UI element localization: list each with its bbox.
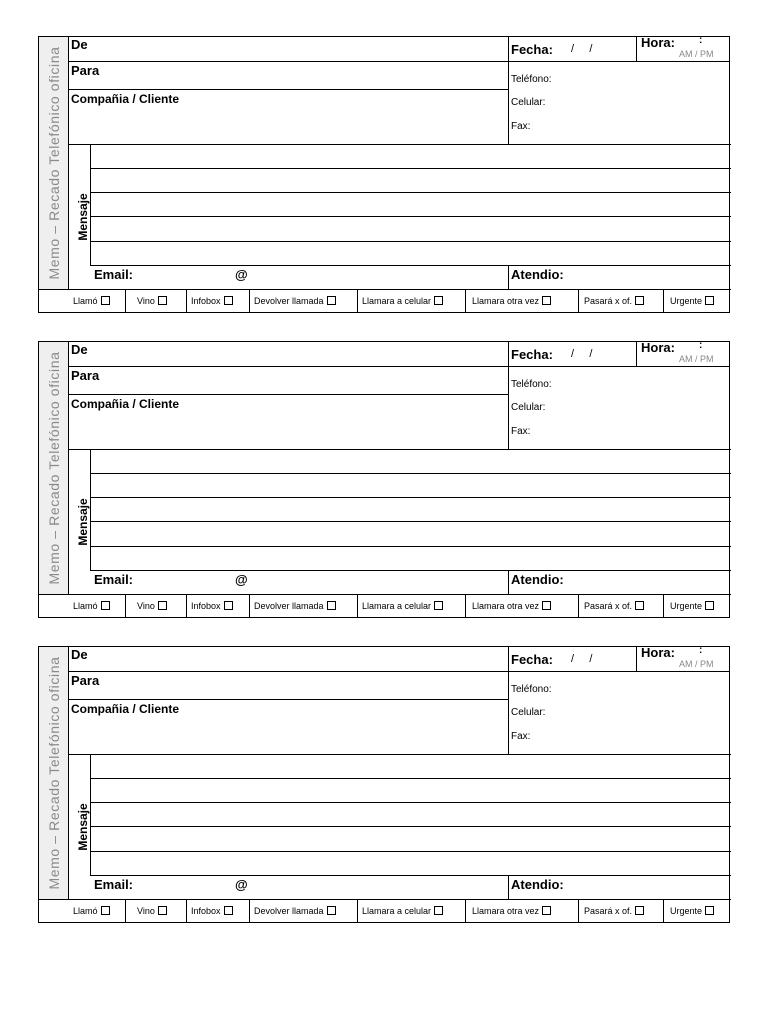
para-line [69,699,509,700]
atendio-divider [508,875,509,899]
checkbox-box[interactable] [327,906,336,915]
message-line-3 [90,521,731,522]
checkbox-llamara-celular[interactable] [362,601,443,611]
checkbox-box[interactable] [158,296,167,305]
checkbox-box[interactable] [434,906,443,915]
checkbox-box[interactable] [327,601,336,610]
checkbox-infobox-label: Infobox [191,601,221,611]
message-line-5 [90,875,731,876]
checkbox-urgente-label: Urgente [670,601,703,611]
checkbox-infobox[interactable] [191,296,233,306]
option-divider [578,290,579,313]
message-line-3 [90,826,731,827]
mensaje-divider [90,754,91,876]
checkbox-box[interactable] [101,906,110,915]
right-column-divider [508,37,509,145]
email-label: Email: [94,877,134,892]
memo-side-banner [39,37,69,290]
checkbox-llamo[interactable] [73,296,110,306]
checkbox-urgente[interactable] [670,906,714,916]
hora-label: Hora: [641,340,675,355]
checkbox-box[interactable] [224,296,233,305]
message-line-5 [90,265,731,266]
hora-divider [636,647,637,672]
memo-side-title: Memo – Recado Telefónico oficina [46,656,62,890]
para-line [69,89,509,90]
fecha-label: Fecha: [511,652,553,667]
hora-colon: : [699,645,703,656]
checkbox-vino[interactable] [137,296,167,306]
hora-colon: : [699,35,703,46]
option-divider [186,595,187,618]
fecha-slashes: / / [571,43,593,55]
header-bottom-line [69,754,731,755]
fecha-slashes: / / [571,653,593,665]
message-line-5 [90,570,731,571]
para-label: Para [71,63,100,78]
checkbox-pasara-x-of-label: Pasará x of. [584,601,633,611]
checkbox-pasara-x-of-label: Pasará x of. [584,906,633,916]
checkbox-llamara-otra-vez-label: Llamara otra vez [472,296,540,306]
message-line-1 [90,168,731,169]
option-divider [465,595,466,618]
checkbox-devolver-llamada[interactable] [254,906,336,916]
de-label: De [71,342,88,357]
checkbox-pasara-x-of[interactable] [584,906,644,916]
message-line-4 [90,241,731,242]
message-line-2 [90,497,731,498]
atendio-divider [508,265,509,289]
option-divider [249,595,250,618]
checkbox-box[interactable] [158,906,167,915]
option-divider [465,900,466,923]
fax-label: Fax: [511,121,531,132]
message-line-4 [90,851,731,852]
para-line [69,394,509,395]
at-sign: @ [235,877,248,892]
mensaje-label: Mensaje [76,498,90,546]
checkbox-box[interactable] [101,601,110,610]
checkbox-vino[interactable] [137,906,167,916]
checkbox-infobox-label: Infobox [191,906,221,916]
fax-label: Fax: [511,426,531,437]
checkbox-box[interactable] [434,601,443,610]
checkbox-llamo[interactable] [73,601,110,611]
mensaje-divider [90,144,91,266]
compania-label: Compañia / Cliente [71,397,180,411]
option-divider [186,290,187,313]
mensaje-label: Mensaje [76,803,90,851]
checkbox-llamara-otra-vez-label: Llamara otra vez [472,601,540,611]
checkbox-llamara-celular-label: Llamara a celular [362,906,432,916]
right-column-divider [508,647,509,755]
checkbox-llamara-celular-label: Llamara a celular [362,601,432,611]
checkbox-llamara-celular[interactable] [362,296,443,306]
options-top-line [39,594,731,595]
option-divider [186,900,187,923]
fax-label: Fax: [511,731,531,742]
hora-colon: : [699,340,703,351]
fecha-label: Fecha: [511,42,553,57]
memo-side-title: Memo – Recado Telefónico oficina [46,351,62,585]
checkbox-llamo-label: Llamó [73,906,98,916]
option-divider [663,595,664,618]
checkbox-box[interactable] [705,601,714,610]
checkbox-urgente[interactable] [670,296,714,306]
checkbox-vino[interactable] [137,601,167,611]
checkbox-box[interactable] [635,296,644,305]
atendio-divider [508,570,509,594]
message-line-1 [90,473,731,474]
checkbox-llamara-celular[interactable] [362,906,443,916]
checkbox-devolver-llamada-label: Devolver llamada [254,601,324,611]
checkbox-llamara-otra-vez[interactable] [472,296,551,306]
memo-side-title: Memo – Recado Telefónico oficina [46,46,62,280]
checkbox-urgente-label: Urgente [670,906,703,916]
para-label: Para [71,673,100,688]
option-divider [578,900,579,923]
checkbox-infobox[interactable] [191,906,233,916]
de-label: De [71,37,88,52]
checkbox-pasara-x-of[interactable] [584,296,644,306]
checkbox-box[interactable] [705,906,714,915]
option-divider [249,900,250,923]
option-divider [249,290,250,313]
option-divider [663,900,664,923]
telefono-label: Teléfono: [511,74,552,85]
de-label: De [71,647,88,662]
at-sign: @ [235,267,248,282]
option-divider [357,595,358,618]
option-divider [465,290,466,313]
option-divider [125,900,126,923]
option-divider [578,595,579,618]
celular-label: Celular: [511,402,546,413]
checkbox-vino-label: Vino [137,296,155,306]
celular-label: Celular: [511,707,546,718]
checkbox-llamara-otra-vez-label: Llamara otra vez [472,906,540,916]
atendio-label: Atendio: [511,267,564,282]
ampm-label: AM / PM [679,354,714,364]
at-sign: @ [235,572,248,587]
checkbox-pasara-x-of[interactable] [584,601,644,611]
checkbox-devolver-llamada-label: Devolver llamada [254,296,324,306]
mensaje-label: Mensaje [76,193,90,241]
message-line-4 [90,546,731,547]
message-line-2 [90,802,731,803]
memo-form-1 [38,36,730,313]
fecha-line [508,671,730,672]
checkbox-box[interactable] [635,601,644,610]
checkbox-devolver-llamada-label: Devolver llamada [254,906,324,916]
checkbox-vino-label: Vino [137,601,155,611]
checkbox-llamara-celular-label: Llamara a celular [362,296,432,306]
checkbox-box[interactable] [635,906,644,915]
memo-form-3 [38,646,730,923]
checkbox-box[interactable] [224,906,233,915]
checkbox-box[interactable] [158,601,167,610]
hora-label: Hora: [641,645,675,660]
compania-label: Compañia / Cliente [71,92,180,106]
memo-side-banner [39,342,69,595]
fecha-line [508,61,730,62]
message-line-2 [90,192,731,193]
checkbox-llamo-label: Llamó [73,296,98,306]
memo-side-banner [39,647,69,900]
ampm-label: AM / PM [679,659,714,669]
compania-label: Compañia / Cliente [71,702,180,716]
options-top-line [39,289,731,290]
option-divider [357,290,358,313]
hora-divider [636,342,637,367]
checkbox-box[interactable] [434,296,443,305]
para-label: Para [71,368,100,383]
telefono-label: Teléfono: [511,379,552,390]
checkbox-llamo-label: Llamó [73,601,98,611]
checkbox-box[interactable] [542,601,551,610]
message-line-1 [90,778,731,779]
atendio-label: Atendio: [511,572,564,587]
checkbox-box[interactable] [705,296,714,305]
checkbox-vino-label: Vino [137,906,155,916]
celular-label: Celular: [511,97,546,108]
email-label: Email: [94,572,134,587]
checkbox-urgente[interactable] [670,601,714,611]
fecha-slashes: / / [571,348,593,360]
message-line-3 [90,216,731,217]
mensaje-divider [90,449,91,571]
de-line [69,366,509,367]
checkbox-box[interactable] [224,601,233,610]
option-divider [663,290,664,313]
hora-divider [636,37,637,62]
atendio-label: Atendio: [511,877,564,892]
header-bottom-line [69,144,731,145]
de-line [69,61,509,62]
ampm-label: AM / PM [679,49,714,59]
right-column-divider [508,342,509,450]
checkbox-infobox[interactable] [191,601,233,611]
option-divider [357,900,358,923]
checkbox-devolver-llamada[interactable] [254,296,336,306]
telefono-label: Teléfono: [511,684,552,695]
checkbox-pasara-x-of-label: Pasará x of. [584,296,633,306]
checkbox-devolver-llamada[interactable] [254,601,336,611]
fecha-line [508,366,730,367]
options-top-line [39,899,731,900]
checkbox-box[interactable] [542,296,551,305]
checkbox-box[interactable] [542,906,551,915]
checkbox-llamara-otra-vez[interactable] [472,601,551,611]
checkbox-box[interactable] [101,296,110,305]
email-label: Email: [94,267,134,282]
fecha-label: Fecha: [511,347,553,362]
option-divider [125,595,126,618]
checkbox-llamara-otra-vez[interactable] [472,906,551,916]
checkbox-infobox-label: Infobox [191,296,221,306]
checkbox-llamo[interactable] [73,906,110,916]
checkbox-box[interactable] [327,296,336,305]
checkbox-urgente-label: Urgente [670,296,703,306]
memo-form-2 [38,341,730,618]
option-divider [125,290,126,313]
header-bottom-line [69,449,731,450]
hora-label: Hora: [641,35,675,50]
de-line [69,671,509,672]
